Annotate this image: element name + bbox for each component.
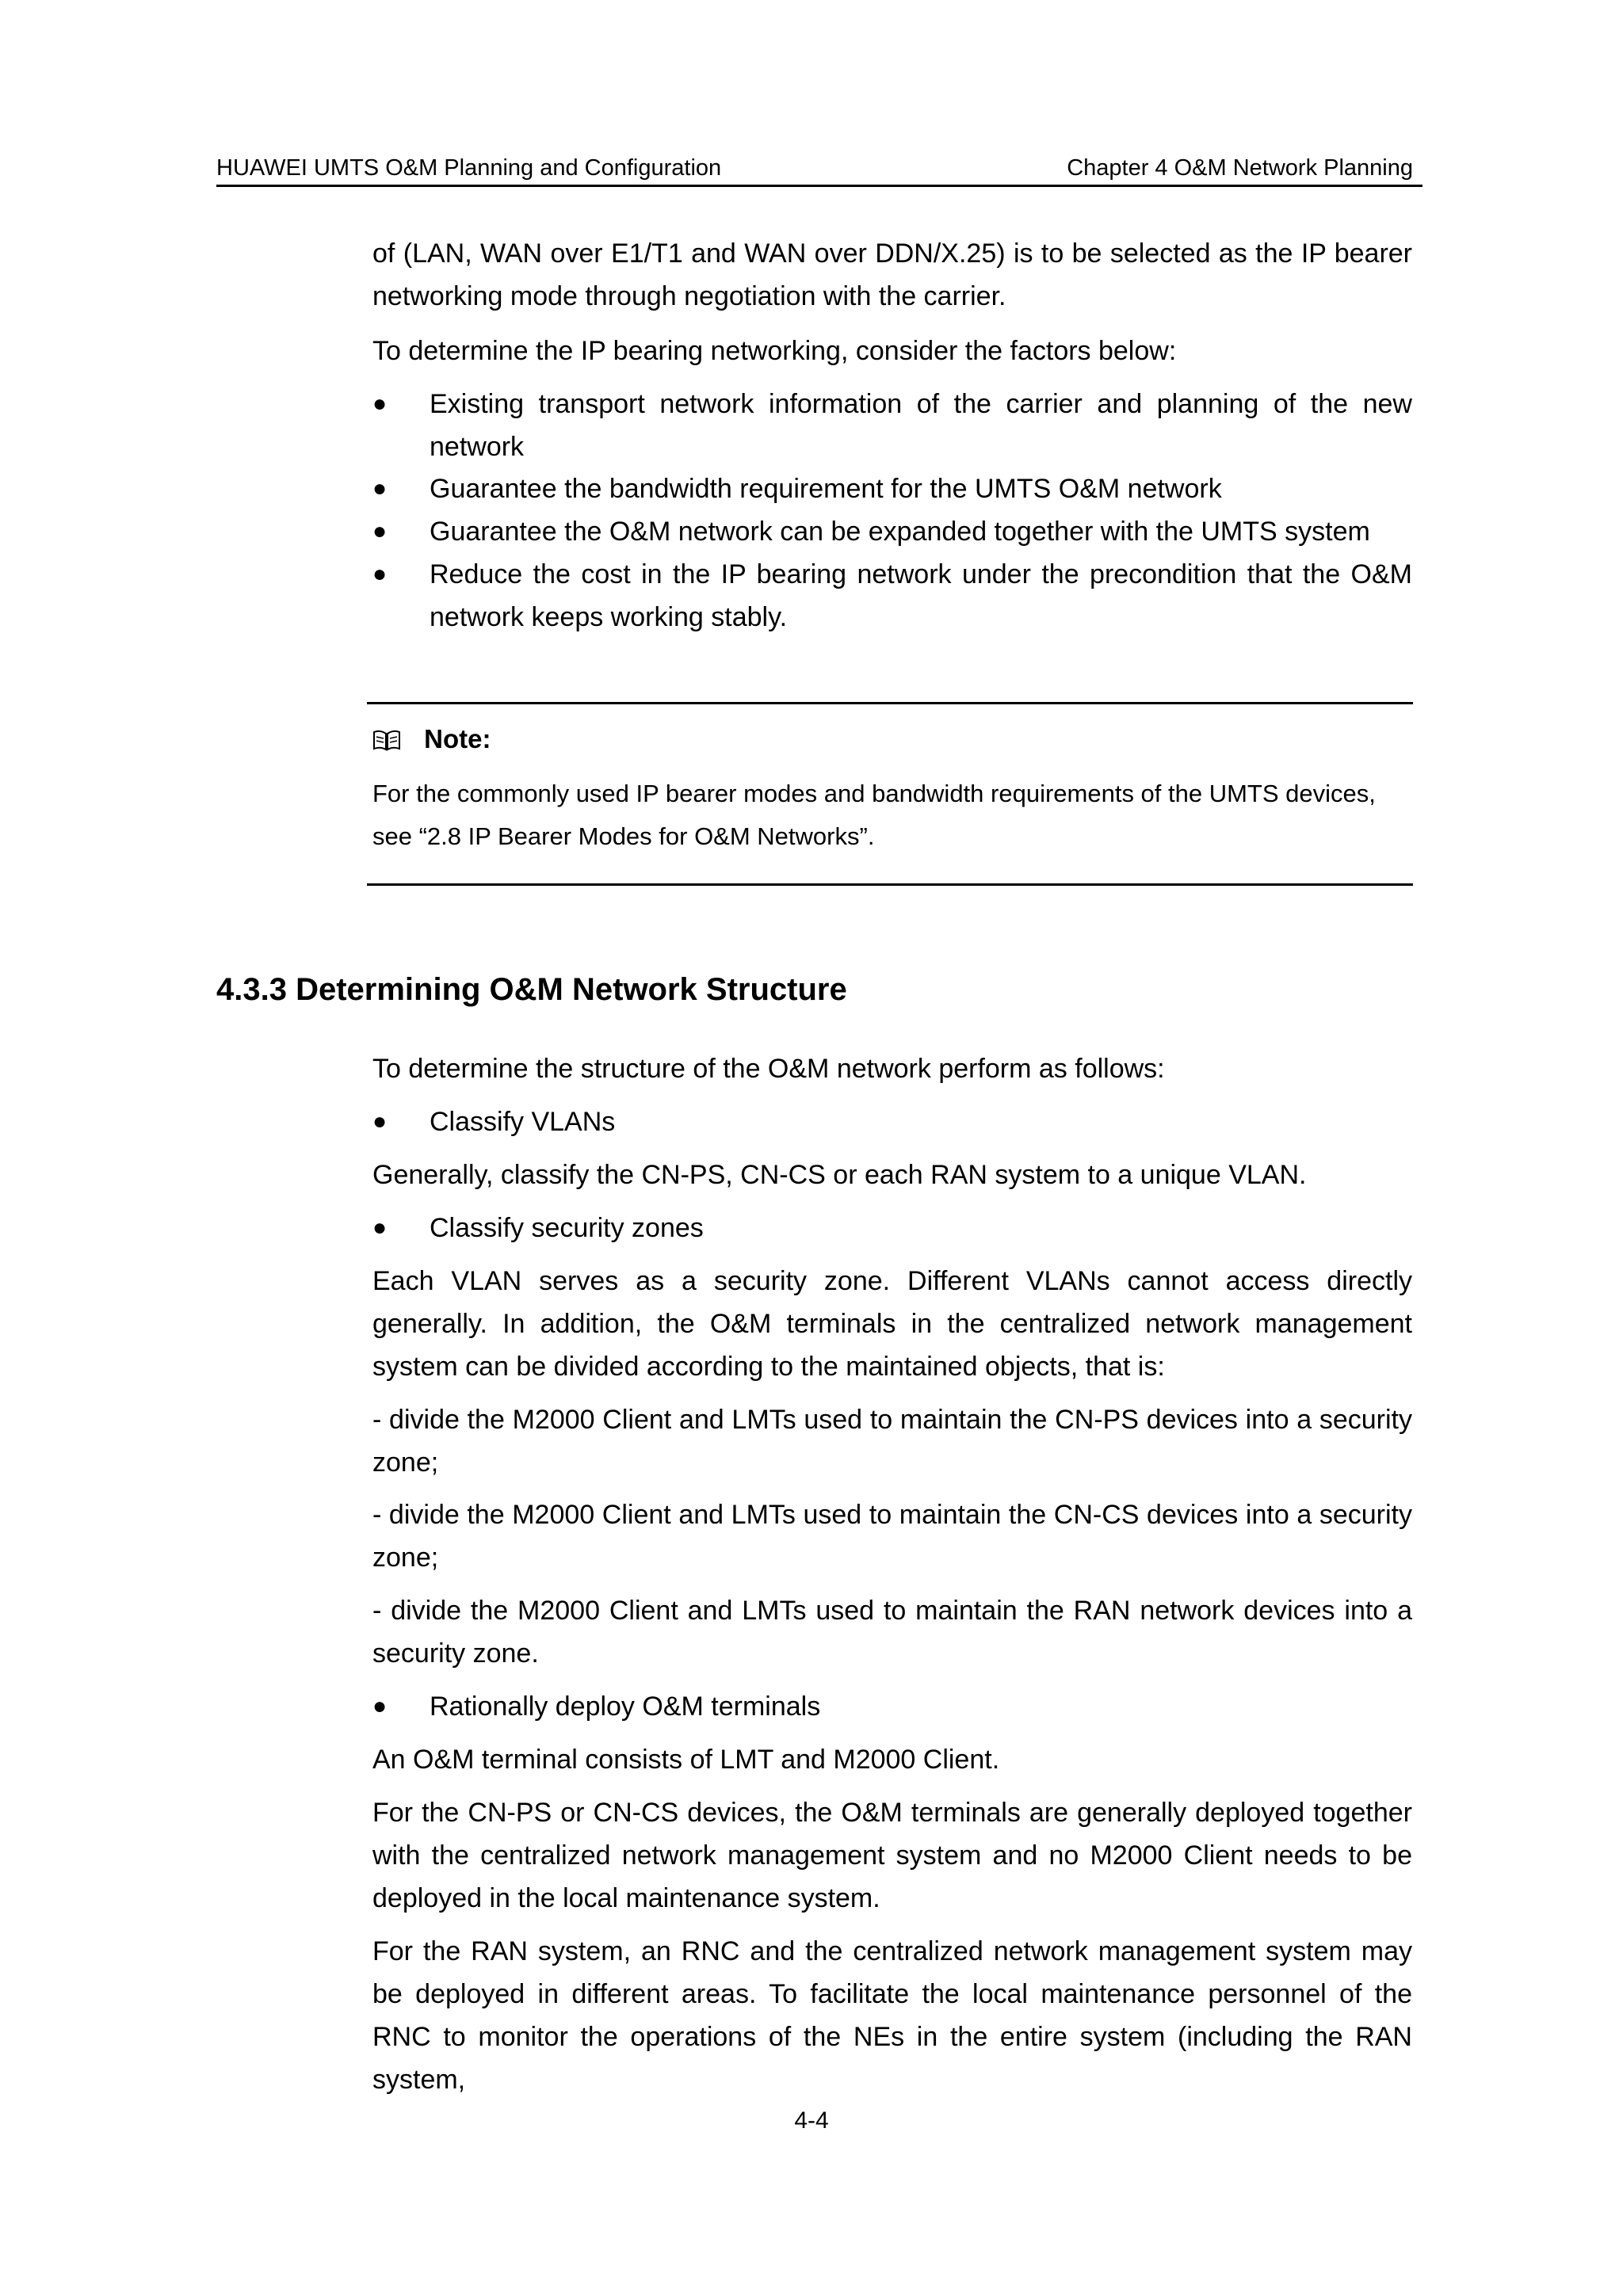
bullet-icon: ● <box>372 561 388 587</box>
section-intro-paragraph: To determine the structure of the O&M network perform as follows: <box>372 1054 1165 1084</box>
list-item <box>372 1685 1412 1728</box>
list-item-text: Guarantee the O&M network can be expanded together with the UMTS system <box>430 517 1370 547</box>
list-item <box>372 383 1412 468</box>
book-icon <box>372 729 401 753</box>
note-bottom-rule <box>367 883 1413 886</box>
list-item-text: Guarantee the bandwidth requirement for the UMTS O&M network <box>430 474 1222 504</box>
bullet-icon: ● <box>372 1215 388 1241</box>
bullet-icon: ● <box>372 391 388 417</box>
header-chapter-title: Chapter 4 O&M Network Planning <box>1067 155 1413 181</box>
zone-item-paragraph: - divide the M2000 Client and LMTs used to maintain the CN-PS devices into a security zone; <box>372 1405 1412 1478</box>
note-label: Note: <box>424 724 491 753</box>
list-item-text: Rationally deploy O&M terminals <box>430 1691 821 1722</box>
list-item-text: Existing transport network information of the carrier and planning of the new network <box>430 389 1412 462</box>
list-item <box>372 510 1412 553</box>
zone-item-paragraph: - divide the M2000 Client and LMTs used to maintain the CN-CS devices into a security zone; <box>372 1500 1412 1573</box>
list-item-text: Classify security zones <box>430 1213 704 1243</box>
deploy-paragraph: For the RAN system, an RNC and the centralized network management system may be deployed in different areas. To facilitate the local maintenance personnel of the RNC to monitor the operations of the NEs in the entire system (including the RAN system, <box>372 1936 1412 2095</box>
list-item-text: Classify VLANs <box>430 1107 616 1137</box>
deploy-paragraph: For the CN-PS or CN-CS devices, the O&M terminals are generally deployed together with the centralized network management system and no M2000 Client needs to be deployed in the local maintenance system. <box>372 1798 1412 1913</box>
bullet-icon: ● <box>372 1108 388 1135</box>
bullet-icon: ● <box>372 1693 388 1719</box>
list-item <box>372 1207 1412 1249</box>
note-top-rule <box>367 702 1413 704</box>
vlans-paragraph: Generally, classify the CN-PS, CN-CS or each RAN system to a unique VLAN. <box>372 1160 1307 1190</box>
list-item <box>372 467 1412 510</box>
section-heading: 4.3.3 Determining O&M Network Structure <box>216 972 847 1007</box>
zones-paragraph: Each VLAN serves as a security zone. Different VLANs cannot access directly generally. In addition, the O&M terminals in the centralized network management system can be divided according to the maintained objects, that is: <box>372 1266 1412 1382</box>
zone-item-paragraph: - divide the M2000 Client and LMTs used to maintain the RAN network devices into a security zone. <box>372 1596 1412 1669</box>
list-item <box>372 553 1412 639</box>
note-text: For the commonly used IP bearer modes and bandwidth requirements of the UMTS devices, see “2.8 IP Bearer Modes for O&M Networks”. <box>372 780 1376 850</box>
note-heading <box>372 722 491 757</box>
list-item-text: Reduce the cost in the IP bearing network under the precondition that the O&M network keeps working stably. <box>430 559 1412 632</box>
page-header <box>216 153 1423 187</box>
bullet-icon: ● <box>372 475 388 502</box>
bullet-icon: ● <box>372 518 388 544</box>
deploy-paragraph: An O&M terminal consists of LMT and M2000 Client. <box>372 1745 1000 1775</box>
page-number: 4-4 <box>794 2107 829 2134</box>
factors-intro-paragraph: To determine the IP bearing networking, consider the factors below: <box>372 336 1177 366</box>
continuation-paragraph: of (LAN, WAN over E1/T1 and WAN over DDN/X.25) is to be selected as the IP bearer networking mode through negotiation with the carrier. <box>372 238 1412 311</box>
list-item <box>372 1100 1412 1143</box>
header-document-title: HUAWEI UMTS O&M Planning and Configuration <box>216 155 722 181</box>
